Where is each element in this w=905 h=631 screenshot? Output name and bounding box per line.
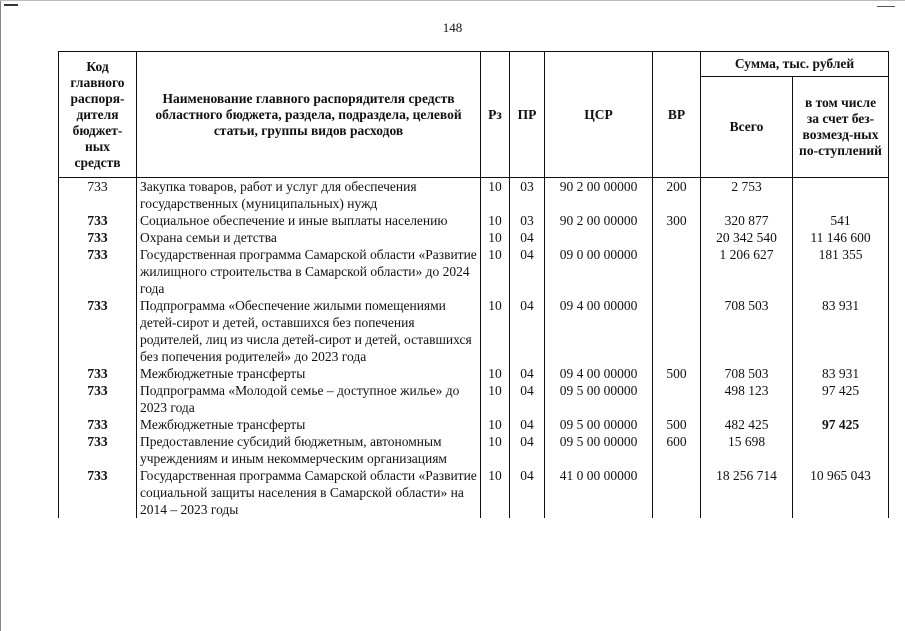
- cell-pr: 04: [510, 433, 545, 467]
- cell-pr: 03: [510, 178, 545, 213]
- cell-code: 733: [59, 382, 137, 416]
- cell-rz: 10: [481, 178, 510, 213]
- budget-table: [58, 51, 889, 518]
- scan-top-edge: [0, 0, 905, 1]
- table-row: [59, 365, 889, 382]
- cell-csr: 09 5 00 00000: [545, 382, 653, 416]
- cell-name: Предоставление субсидий бюджетным, автономным учреждениям и иным некоммерческим организациям: [137, 433, 481, 467]
- cell-vr: 200: [653, 178, 701, 213]
- cell-vr: 500: [653, 416, 701, 433]
- cell-name: Подпрограмма «Молодой семье – доступное жилье» до 2023 года: [137, 382, 481, 416]
- cell-code: 733: [59, 433, 137, 467]
- cell-incl: 83 931: [793, 297, 889, 365]
- cell-code: 733: [59, 297, 137, 365]
- cell-total: 1 206 627: [701, 246, 793, 297]
- cell-csr: 41 0 00 00000: [545, 467, 653, 518]
- cell-rz: 10: [481, 416, 510, 433]
- cell-vr: 300: [653, 212, 701, 229]
- cell-total: 15 698: [701, 433, 793, 467]
- page-number: 148: [442, 20, 463, 35]
- cell-code: 733: [59, 212, 137, 229]
- cell-name: Государственная программа Самарской области «Развитие жилищного строительства в Самарской области» до 2024 года: [137, 246, 481, 297]
- cell-vr: 500: [653, 365, 701, 382]
- cell-incl: [793, 178, 889, 213]
- cell-name: Межбюджетные трансферты: [137, 416, 481, 433]
- cell-total: 2 753: [701, 178, 793, 213]
- cell-rz: 10: [481, 229, 510, 246]
- scan-mark: [4, 4, 18, 6]
- cell-code: 733: [59, 229, 137, 246]
- cell-code: 733: [59, 178, 137, 213]
- table-row: [59, 382, 889, 416]
- cell-incl: 10 965 043: [793, 467, 889, 518]
- cell-incl: 541: [793, 212, 889, 229]
- cell-incl: 97 425: [793, 382, 889, 416]
- table-row: [59, 433, 889, 467]
- cell-code: 733: [59, 365, 137, 382]
- cell-vr: [653, 382, 701, 416]
- header-name: Наименование главного распорядителя средств областного бюджета, раздела, подраздела, целевой статьи, группы видов расходов: [137, 52, 481, 178]
- cell-pr: 04: [510, 382, 545, 416]
- cell-csr: 09 0 00 00000: [545, 246, 653, 297]
- table-row: [59, 416, 889, 433]
- cell-vr: [653, 246, 701, 297]
- table-row: [59, 467, 889, 518]
- cell-rz: 10: [481, 246, 510, 297]
- cell-vr: [653, 229, 701, 246]
- cell-pr: 04: [510, 297, 545, 365]
- header-rz: Рз: [481, 52, 510, 178]
- cell-total: 320 877: [701, 212, 793, 229]
- header-sum: Сумма, тыс. рублей: [701, 52, 889, 77]
- cell-rz: 10: [481, 365, 510, 382]
- table-row: [59, 229, 889, 246]
- cell-name: Социальное обеспечение и иные выплаты населению: [137, 212, 481, 229]
- header-code: Код главного распоря-дителя бюджет-ных средств: [59, 52, 137, 178]
- cell-rz: 10: [481, 297, 510, 365]
- header-total: Всего: [701, 77, 793, 178]
- cell-incl: 11 146 600: [793, 229, 889, 246]
- scan-mark: [877, 6, 895, 7]
- cell-rz: 10: [481, 382, 510, 416]
- cell-total: 708 503: [701, 365, 793, 382]
- cell-rz: 10: [481, 433, 510, 467]
- header-vr: ВР: [653, 52, 701, 178]
- cell-code: 733: [59, 416, 137, 433]
- cell-pr: 04: [510, 467, 545, 518]
- cell-name: Охрана семьи и детства: [137, 229, 481, 246]
- cell-vr: [653, 297, 701, 365]
- header-csr: ЦСР: [545, 52, 653, 178]
- cell-name: Межбюджетные трансферты: [137, 365, 481, 382]
- cell-csr: 90 2 00 00000: [545, 212, 653, 229]
- cell-csr: 09 4 00 00000: [545, 365, 653, 382]
- cell-code: 733: [59, 246, 137, 297]
- cell-rz: 10: [481, 212, 510, 229]
- table-row: [59, 178, 889, 213]
- cell-rz: 10: [481, 467, 510, 518]
- cell-vr: 600: [653, 433, 701, 467]
- cell-csr: 90 2 00 00000: [545, 178, 653, 213]
- cell-incl: [793, 433, 889, 467]
- cell-pr: 04: [510, 229, 545, 246]
- header-pr: ПР: [510, 52, 545, 178]
- cell-vr: [653, 467, 701, 518]
- cell-total: 20 342 540: [701, 229, 793, 246]
- cell-pr: 04: [510, 246, 545, 297]
- cell-name: Закупка товаров, работ и услуг для обеспечения государственных (муниципальных) нужд: [137, 178, 481, 213]
- cell-total: 18 256 714: [701, 467, 793, 518]
- cell-total: 482 425: [701, 416, 793, 433]
- cell-csr: 09 4 00 00000: [545, 297, 653, 365]
- cell-pr: 04: [510, 416, 545, 433]
- cell-csr: 09 5 00 00000: [545, 416, 653, 433]
- cell-name: Государственная программа Самарской области «Развитие социальной защиты населения в Самарской области» на 2014 – 2023 годы: [137, 467, 481, 518]
- cell-total: 708 503: [701, 297, 793, 365]
- cell-name: Подпрограмма «Обеспечение жилыми помещениями детей-сирот и детей, оставшихся без попечения родителей, лиц из числа детей-сирот и детей, оставшихся без попечения родителей» до 2023 года: [137, 297, 481, 365]
- cell-csr: [545, 229, 653, 246]
- cell-csr: 09 5 00 00000: [545, 433, 653, 467]
- cell-pr: 03: [510, 212, 545, 229]
- header-incl: в том числе за счет без-возмезд-ных по-ступлений: [793, 77, 889, 178]
- cell-pr: 04: [510, 365, 545, 382]
- scan-left-edge: [0, 0, 1, 631]
- cell-total: 498 123: [701, 382, 793, 416]
- cell-incl: 83 931: [793, 365, 889, 382]
- cell-code: 733: [59, 467, 137, 518]
- table-row: [59, 297, 889, 365]
- table-row: [59, 246, 889, 297]
- cell-incl: 181 355: [793, 246, 889, 297]
- table-row: [59, 212, 889, 229]
- cell-incl: 97 425: [793, 416, 889, 433]
